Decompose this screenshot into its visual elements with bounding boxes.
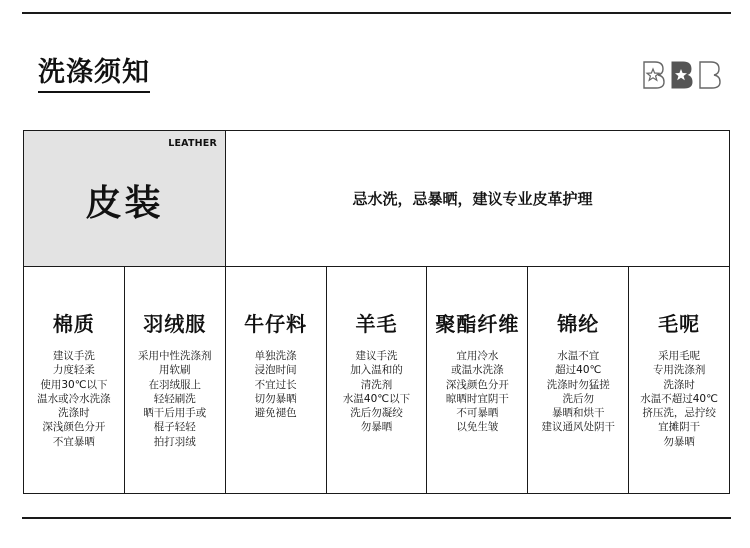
care-instruction-line: 宜用冷水: [456, 350, 499, 362]
care-instruction-line: 宜摊阴干: [658, 421, 701, 434]
fabric-name: 牛仔料: [244, 312, 308, 336]
page-title: 洗涤须知: [38, 56, 150, 93]
care-instruction-line: 洗后勿: [562, 392, 594, 405]
fabric-care-instructions: [327, 349, 427, 435]
care-instruction-line: 勿暴晒: [360, 421, 393, 434]
care-instruction-line: 避免褪色: [254, 407, 297, 420]
fabric-name: 锦纶: [557, 312, 600, 336]
care-instruction-line: 不宜暴晒: [52, 435, 95, 448]
care-instruction-line: 建议通风处阴干: [541, 421, 615, 434]
care-instruction-line: 温水或冷水洗涤: [37, 392, 111, 405]
leather-english-label: LEATHER: [168, 138, 217, 149]
fabric-care-instructions: [125, 349, 225, 449]
care-instruction-line: 用软刷: [159, 364, 191, 377]
care-instruction-line: 挤压洗，忌拧绞: [642, 407, 716, 420]
care-instruction-line: 采用中性洗涤剂: [138, 350, 212, 362]
brand-logo: [642, 58, 732, 92]
care-instruction-line: 或温水洗涤: [451, 364, 504, 377]
leather-cell: [24, 131, 226, 266]
care-instruction-line: 单独洗涤: [254, 350, 297, 362]
fabric-cell: [125, 267, 226, 494]
fabric-cell: [629, 267, 729, 494]
care-instruction-line: 洗涤时: [663, 378, 695, 391]
care-instruction-line: 棍子轻轻: [153, 421, 196, 434]
fabric-care-instructions: [226, 349, 326, 420]
fabric-care-instructions: [24, 349, 124, 449]
fabric-care-instructions: [528, 349, 628, 435]
logo-letter-b-outline: [698, 60, 722, 90]
fabric-care-instructions: [629, 349, 729, 449]
care-instruction-line: 加入温和的: [350, 364, 403, 377]
fabric-cell: [24, 267, 125, 494]
care-instruction-line: 超过40℃: [555, 364, 602, 377]
care-instruction-line: 不可暴晒: [456, 407, 499, 420]
fabric-name: 棉质: [52, 312, 95, 336]
care-instruction-line: 清洗剂: [360, 378, 393, 391]
care-instruction-line: 洗涤时: [58, 407, 90, 420]
leather-care-note: 忌水洗，忌暴晒，建议专业皮革护理: [352, 190, 593, 208]
care-instruction-line: 不宜过长: [254, 378, 297, 391]
care-instruction-line: 专用洗涤剂: [652, 364, 706, 377]
fabric-cell: [327, 267, 428, 494]
fabric-cell: [427, 267, 528, 494]
care-instruction-line: 深浅颜色分开: [445, 378, 509, 391]
fabric-name: 羽绒服: [143, 312, 207, 336]
fabric-care-instructions: [427, 349, 527, 435]
care-instruction-line: 切勿暴晒: [254, 392, 297, 405]
care-table: [23, 130, 730, 494]
care-instruction-line: 水温不超过40℃: [640, 392, 718, 405]
fabric-name: 聚酯纤维: [435, 312, 520, 336]
care-instruction-line: 在羽绒服上: [148, 378, 202, 391]
top-divider: [22, 12, 731, 14]
care-instruction-line: 建议手洗: [52, 350, 95, 362]
fabric-row: [24, 267, 729, 494]
care-instruction-line: 洗涤时勿猛搓: [546, 378, 610, 391]
care-instruction-line: 洗后勿凝绞: [350, 407, 403, 420]
fabric-name: 毛呢: [658, 312, 701, 336]
care-instruction-line: 浸泡时间: [254, 364, 297, 377]
care-instruction-line: 拍打羽绒: [153, 435, 196, 448]
leather-title: 皮装: [85, 183, 164, 224]
fabric-cell: [528, 267, 629, 494]
fabric-name: 羊毛: [355, 312, 398, 336]
logo-letter-b-filled-star: [670, 60, 694, 90]
care-instruction-line: 采用毛呢: [658, 350, 701, 362]
care-instruction-line: 使用30℃以下: [40, 378, 108, 391]
care-instruction-line: 轻轻刷洗: [153, 392, 196, 405]
leather-row: [24, 131, 729, 267]
care-instruction-line: 晾晒时宜阴干: [445, 392, 509, 405]
logo-letter-b-outline-star: [642, 60, 666, 90]
care-instruction-line: 水温不宜: [557, 350, 600, 362]
care-instruction-line: 建议手洗: [355, 350, 398, 362]
care-instruction-line: 力度轻柔: [52, 364, 95, 377]
fabric-cell: [226, 267, 327, 494]
care-instruction-line: 深浅颜色分开: [42, 421, 106, 434]
care-instruction-line: 暴晒和烘干: [551, 407, 605, 420]
bottom-divider: [22, 517, 731, 519]
care-instruction-line: 晒干后用手或: [143, 407, 207, 420]
care-instruction-line: 水温40℃以下: [342, 392, 411, 405]
care-instruction-line: 以免生皱: [456, 421, 499, 434]
care-instruction-line: 勿暴晒: [663, 435, 695, 448]
